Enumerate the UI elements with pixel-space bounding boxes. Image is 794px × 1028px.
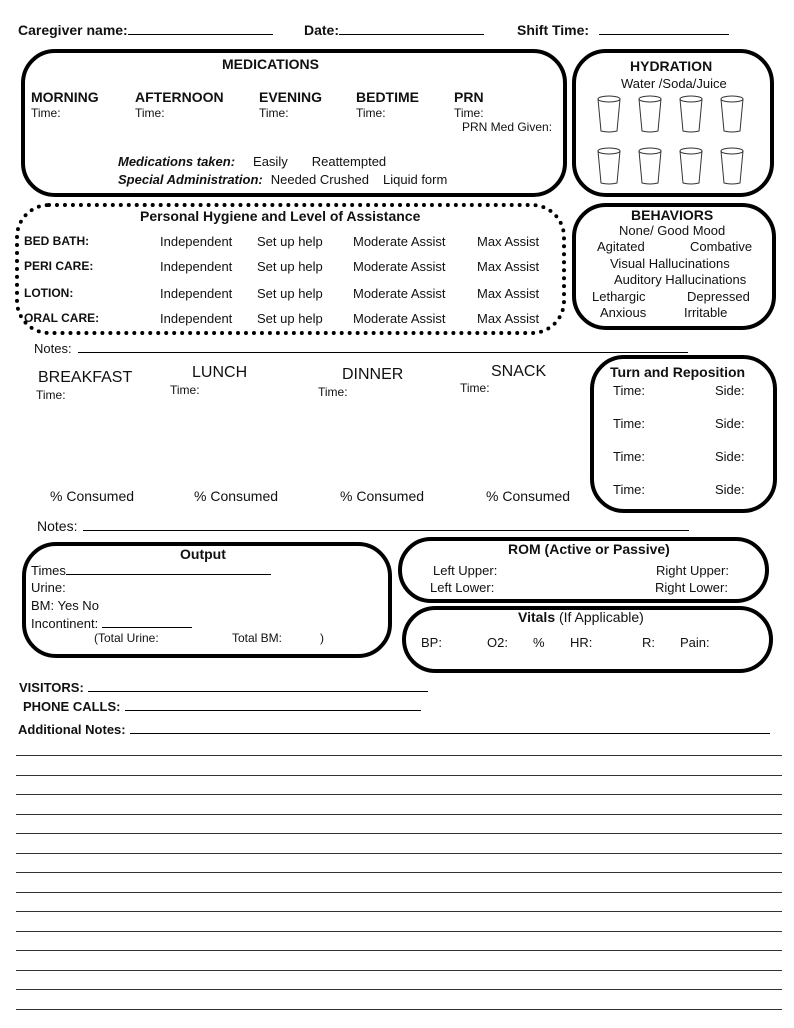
turn-side-label[interactable]: Side: xyxy=(715,449,745,464)
phone-calls-label: PHONE CALLS: xyxy=(23,699,121,714)
hygiene-row-label: LOTION: xyxy=(24,286,74,300)
note-line[interactable] xyxy=(16,833,782,834)
right-lower-label: Right Lower: xyxy=(655,580,728,595)
assist-level-option[interactable]: Set up help xyxy=(257,259,323,274)
assist-level-option[interactable]: Set up help xyxy=(257,234,323,249)
respiration-label: R: xyxy=(642,635,655,650)
option-reattempted[interactable]: Reattempted xyxy=(311,154,387,169)
behavior-depressed[interactable]: Depressed xyxy=(687,289,750,304)
note-line[interactable] xyxy=(16,931,782,932)
lunch-time-label: Time: xyxy=(170,383,200,397)
left-upper-label: Left Upper: xyxy=(433,563,498,578)
date-field[interactable] xyxy=(304,22,484,38)
meal-notes-field[interactable] xyxy=(37,518,689,534)
rom-title: ROM (Active or Passive) xyxy=(508,541,670,557)
shift-time-field[interactable] xyxy=(517,22,729,38)
assist-level-option[interactable]: Independent xyxy=(160,234,233,249)
note-line[interactable] xyxy=(16,853,782,854)
date-label: Date: xyxy=(304,22,340,38)
left-lower-label: Left Lower: xyxy=(430,580,495,595)
cup-icon[interactable] xyxy=(679,95,703,133)
turn-side-label[interactable]: Side: xyxy=(715,383,745,398)
assist-level-option[interactable]: Moderate Assist xyxy=(353,234,446,249)
incontinent-field[interactable] xyxy=(31,615,192,631)
note-line[interactable] xyxy=(16,872,782,873)
o2-percent-label: % xyxy=(533,635,545,650)
medications-taken-label: Medications taken: xyxy=(118,154,236,169)
turn-side-label[interactable]: Side: xyxy=(715,482,745,497)
total-urine-label: (Total Urine: xyxy=(94,631,159,645)
turn-time-label[interactable]: Time: xyxy=(613,482,646,497)
visitors-label: VISITORS: xyxy=(19,680,84,695)
med-period-4: PRN xyxy=(454,89,484,105)
meal-snack: SNACK xyxy=(491,363,547,380)
behavior-agitated[interactable]: Agitated xyxy=(597,239,645,254)
times-label: Times xyxy=(31,563,66,578)
cup-icon[interactable] xyxy=(679,147,703,185)
hygiene-row-label: PERI CARE: xyxy=(24,259,94,273)
med-period-2: EVENING xyxy=(259,89,323,105)
caregiver-name-field[interactable] xyxy=(18,22,273,38)
lunch-consumed[interactable]: % Consumed xyxy=(194,488,279,504)
additional-notes-field[interactable] xyxy=(18,721,784,737)
med-period-0: MORNING xyxy=(31,89,99,105)
hydration-title: HYDRATION xyxy=(630,58,713,74)
med-period-1: AFTERNOON xyxy=(135,89,224,105)
note-line[interactable] xyxy=(16,775,782,776)
o2-label: O2: xyxy=(487,635,508,650)
shift-label: Shift Time: xyxy=(517,22,590,38)
output-times-field[interactable] xyxy=(31,562,271,578)
incontinent-label: Incontinent: xyxy=(31,616,99,631)
behavior-combative[interactable]: Combative xyxy=(690,239,753,254)
bp-label: BP: xyxy=(421,635,442,650)
note-line[interactable] xyxy=(16,989,782,990)
med-time-label[interactable]: Time: xyxy=(259,106,289,120)
dinner-consumed[interactable]: % Consumed xyxy=(340,488,425,504)
hygiene-row-label: BED BATH: xyxy=(24,234,90,248)
snack-time-label: Time: xyxy=(460,381,490,395)
turn-time-label[interactable]: Time: xyxy=(613,383,646,398)
meal-lunch: LUNCH xyxy=(192,364,248,381)
medications-title: MEDICATIONS xyxy=(222,56,319,72)
assist-level-option[interactable]: Independent xyxy=(160,286,233,301)
behavior-irritable[interactable]: Irritable xyxy=(684,305,728,320)
prn-med-given-label: PRN Med Given: xyxy=(462,120,553,134)
cup-icon[interactable] xyxy=(638,147,662,185)
behavior-lethargic[interactable]: Lethargic xyxy=(592,289,646,304)
behavior-anxious[interactable]: Anxious xyxy=(600,305,647,320)
breakfast-time-label: Time: xyxy=(36,388,66,402)
hr-label: HR: xyxy=(570,635,593,650)
med-time-label[interactable]: Time: xyxy=(454,106,484,120)
note-line[interactable] xyxy=(16,970,782,971)
hydration-subtitle: Water /Soda/Juice xyxy=(621,76,727,91)
note-line[interactable] xyxy=(16,794,782,795)
right-upper-label: Right Upper: xyxy=(656,563,729,578)
visitors-field[interactable] xyxy=(19,679,428,695)
cup-icon[interactable] xyxy=(720,95,744,133)
note-line[interactable] xyxy=(16,892,782,893)
assist-level-option[interactable]: Set up help xyxy=(257,286,323,301)
meal-breakfast: BREAKFAST xyxy=(38,369,133,386)
note-line[interactable] xyxy=(16,950,782,951)
assist-level-option[interactable]: Max Assist xyxy=(477,259,540,274)
assist-level-option[interactable]: Set up help xyxy=(257,311,323,326)
hygiene-row-label: ORAL CARE: xyxy=(24,311,100,325)
behavior-visual-hallucinations[interactable]: Visual Hallucinations xyxy=(610,256,730,271)
turn-side-label[interactable]: Side: xyxy=(715,416,745,431)
note-line[interactable] xyxy=(16,755,782,756)
med-period-3: BEDTIME xyxy=(356,89,419,105)
option-easily[interactable]: Easily xyxy=(253,154,288,169)
note-line[interactable] xyxy=(16,1009,782,1010)
urine-label: Urine: xyxy=(31,580,66,595)
assist-level-option[interactable]: Max Assist xyxy=(477,286,540,301)
pain-label: Pain: xyxy=(680,635,710,650)
total-bm-label: Total BM: xyxy=(232,631,283,645)
notes-label: Notes: xyxy=(37,518,78,534)
notes-label: Notes: xyxy=(34,341,72,356)
assist-level-option[interactable]: Moderate Assist xyxy=(353,259,446,274)
assist-level-option[interactable]: Moderate Assist xyxy=(353,311,446,326)
behavior-good-mood[interactable]: None/ Good Mood xyxy=(619,223,726,238)
output-title: Output xyxy=(180,546,226,562)
vitals-subtitle: (If Applicable) xyxy=(555,609,644,625)
breakfast-consumed[interactable]: % Consumed xyxy=(50,488,135,504)
cup-icon[interactable] xyxy=(597,147,621,185)
assist-level-option[interactable]: Max Assist xyxy=(477,311,540,326)
med-time-label[interactable]: Time: xyxy=(135,106,165,120)
assist-level-option[interactable]: Independent xyxy=(160,311,233,326)
total-close-paren: ) xyxy=(320,631,324,645)
turn-time-label[interactable]: Time: xyxy=(613,416,646,431)
cup-icon[interactable] xyxy=(720,147,744,185)
additional-notes-label: Additional Notes: xyxy=(18,722,126,737)
vitals-title: Vitals xyxy=(518,609,556,625)
behaviors-title: BEHAVIORS xyxy=(631,207,714,223)
bm-yes-no[interactable]: BM: Yes No xyxy=(31,598,99,613)
assist-level-option[interactable]: Max Assist xyxy=(477,234,540,249)
assist-level-option[interactable]: Independent xyxy=(160,259,233,274)
caregiver-label: Caregiver name: xyxy=(18,22,128,38)
option-needed-crushed[interactable]: Needed Crushed xyxy=(270,172,370,187)
meal-dinner: DINNER xyxy=(342,366,404,383)
hygiene-notes-field[interactable] xyxy=(34,340,688,356)
special-administration-label: Special Administration: xyxy=(118,172,263,187)
cup-icon[interactable] xyxy=(638,95,662,133)
turn-title: Turn and Reposition xyxy=(610,364,746,380)
dinner-time-label: Time: xyxy=(318,385,348,399)
note-line[interactable] xyxy=(16,814,782,815)
cup-icon[interactable] xyxy=(597,95,621,133)
behavior-auditory-hallucinations[interactable]: Auditory Hallucinations xyxy=(614,272,747,287)
turn-time-label[interactable]: Time: xyxy=(613,449,646,464)
phone-calls-field[interactable] xyxy=(23,698,421,714)
med-time-label[interactable]: Time: xyxy=(356,106,386,120)
hygiene-title: Personal Hygiene and Level of Assistance xyxy=(140,208,421,224)
med-time-label[interactable]: Time: xyxy=(31,106,61,120)
assist-level-option[interactable]: Moderate Assist xyxy=(353,286,446,301)
option-liquid-form[interactable]: Liquid form xyxy=(383,172,448,187)
note-line[interactable] xyxy=(16,911,782,912)
snack-consumed[interactable]: % Consumed xyxy=(486,488,571,504)
